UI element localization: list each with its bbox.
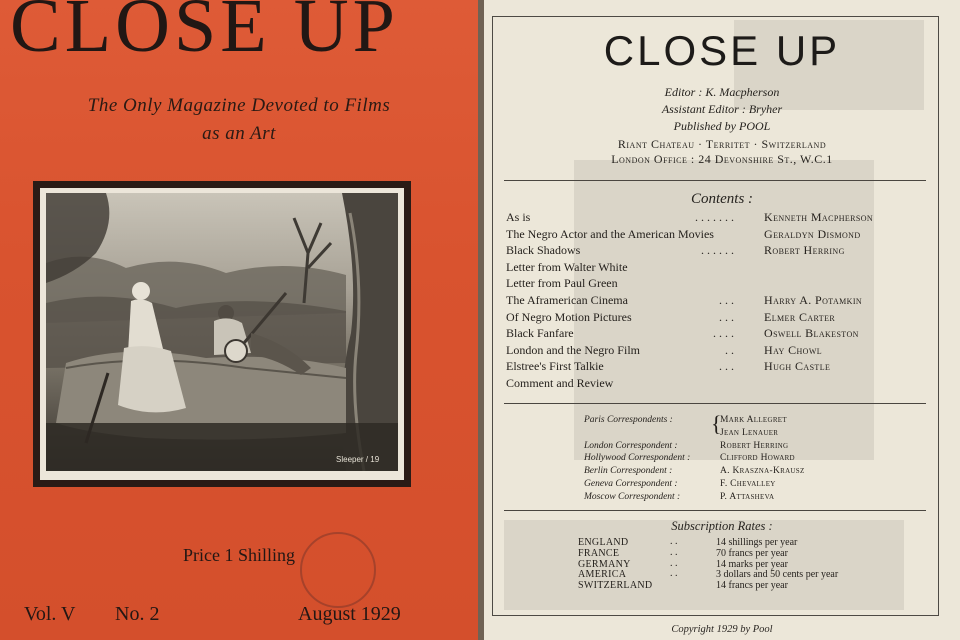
correspondent-role: Paris Correspondents : [584, 415, 673, 425]
toc-entry [506, 210, 926, 227]
toc-entry-author: Hugh Castle [764, 359, 831, 374]
table-of-contents [506, 210, 926, 393]
toc-entry [506, 343, 926, 360]
toc-entry [506, 310, 926, 327]
toc-entry-author: Kenneth Macpherson [764, 210, 874, 224]
correspondent-entry [584, 492, 924, 505]
correspondent-name: F. Chevalley [720, 478, 776, 489]
tagline-line-2: as an Art [202, 123, 276, 144]
rate-price: 3 dollars and 50 cents per year [716, 569, 839, 581]
toc-entry [506, 376, 926, 393]
correspondent-name: Mark Allegret [720, 415, 787, 425]
toc-entry [506, 260, 926, 277]
assistant-editor-line [484, 103, 960, 115]
editor-line [484, 86, 960, 98]
library-stamp [300, 532, 376, 608]
cover-price: Price 1 Shilling [183, 545, 295, 565]
divider [504, 510, 926, 511]
magazine-cover [0, 0, 478, 640]
correspondent-name: Clifford Howard [720, 453, 795, 464]
divider [504, 180, 926, 181]
rate-leader-dots: . . [670, 557, 678, 569]
correspondent-entry [584, 453, 924, 466]
page-title: CLOSE UP [603, 27, 841, 74]
cover-photo [46, 193, 398, 471]
toc-entry-title: London and the Negro Film [506, 342, 640, 357]
toc-entry-title: Of Negro Motion Pictures [506, 309, 632, 324]
correspondent-name: A. Kraszna-Krausz [720, 466, 805, 477]
rate-leader-dots: . . [670, 546, 678, 558]
toc-leader-dots: . . . [719, 292, 734, 307]
toc-entry-author: Robert Herring [764, 243, 845, 258]
correspondent-name: Jean Lenauer [720, 427, 779, 438]
correspondent-entry [584, 428, 924, 441]
toc-leader-dots: . . . [719, 359, 734, 374]
rate-country: FRANCE [578, 547, 620, 559]
cover-volume: Vol. V [24, 603, 76, 625]
correspondent-name: P. Attasheva [720, 491, 775, 502]
toc-entry [506, 359, 926, 376]
toc-entry-author: Geraldyn Dismond [764, 226, 861, 241]
rate-entry [578, 546, 928, 560]
toc-entry-title: The Aframerican Cinema [506, 292, 628, 307]
cover-title: CLOSE UP [10, 0, 399, 68]
correspondent-name: Robert Herring [720, 440, 789, 451]
publisher-line [484, 120, 960, 132]
publisher-text: Published by POOL [673, 119, 771, 133]
copyright-line: Copyright 1929 by Pool [671, 624, 773, 635]
toc-leader-dots: . . . . [713, 326, 734, 341]
address-line-1: Riant Chateau · Territet · Switzerland [617, 137, 827, 151]
contents-page [484, 0, 960, 640]
toc-entry-title: Black Fanfare [506, 326, 574, 341]
rate-country: AMERICA [578, 569, 627, 581]
toc-leader-dots: . . [725, 342, 734, 357]
rate-price: 70 francs per year [716, 547, 788, 559]
correspondent-role: Moscow Correspondent : [584, 491, 681, 502]
toc-entry-title: Elstree's First Talkie [506, 359, 604, 374]
correspondent-entry [584, 466, 924, 479]
toc-entry-title: Letter from Walter White [506, 259, 628, 274]
toc-entry-title: Letter from Paul Green [506, 276, 618, 291]
toc-leader-dots: . . . . . . [701, 243, 734, 258]
rate-country: SWITZERLAND [578, 580, 653, 592]
rate-country: ENGLAND [578, 537, 629, 548]
cover-date: August 1929 [298, 603, 401, 625]
correspondent-entry [584, 479, 924, 492]
rate-country: GERMANY [578, 558, 631, 570]
correspondent-entry [584, 441, 924, 454]
correspondent-role: London Correspondent : [584, 440, 678, 451]
tagline-line-1: The Only Magazine Devoted to Films [87, 95, 391, 116]
rate-price: 14 francs per year [716, 580, 788, 592]
toc-entry-title: The Negro Actor and the American Movies [506, 226, 714, 241]
toc-entry-author: Hay Chowl [764, 342, 823, 357]
rate-leader-dots: . . [670, 568, 678, 580]
assistant-editor-text: Assistant Editor : Bryher [661, 102, 783, 116]
toc-entry [506, 276, 926, 293]
cover-tagline [0, 92, 478, 148]
correspondent-role: Berlin Correspondent : [584, 466, 673, 477]
brace-mark: { [711, 411, 722, 436]
toc-entry [506, 326, 926, 343]
toc-entry-title: Comment and Review [506, 375, 614, 390]
toc-entry-author: Oswell Blakeston [764, 326, 859, 341]
photo-caption: Sleeper / 19 [336, 455, 380, 464]
toc-entry [506, 293, 926, 310]
correspondent-role: Hollywood Correspondent : [584, 453, 691, 464]
toc-entry-author: Elmer Carter [764, 309, 836, 324]
rate-price: 14 marks per year [716, 558, 788, 570]
cover-number: No. 2 [115, 603, 160, 625]
address-line-2: London Office : 24 Devonshire St., W.C.1 [611, 152, 833, 166]
correspondents-list [584, 411, 924, 505]
toc-entry-author: Harry A. Potamkin [764, 292, 863, 307]
cover-photo-frame [33, 181, 411, 487]
rate-leader-dots: . . [670, 536, 678, 547]
editor-text: Editor : K. Macpherson [664, 85, 780, 99]
toc-entry-title: Black Shadows [506, 243, 581, 258]
subscription-rates [578, 538, 928, 592]
correspondent-role: Geneva Correspondent : [584, 478, 678, 489]
toc-entry [506, 243, 926, 260]
contents-heading: Contents : [690, 191, 754, 207]
divider [504, 403, 926, 404]
toc-entry-title: As is [506, 210, 531, 224]
rate-entry [578, 581, 928, 592]
rate-price: 14 shillings per year [716, 537, 798, 548]
toc-leader-dots: . . . . . . . [695, 210, 734, 224]
toc-leader-dots: . . . [719, 309, 734, 324]
toc-entry [506, 227, 926, 244]
subscription-heading: Subscription Rates : [671, 519, 773, 533]
